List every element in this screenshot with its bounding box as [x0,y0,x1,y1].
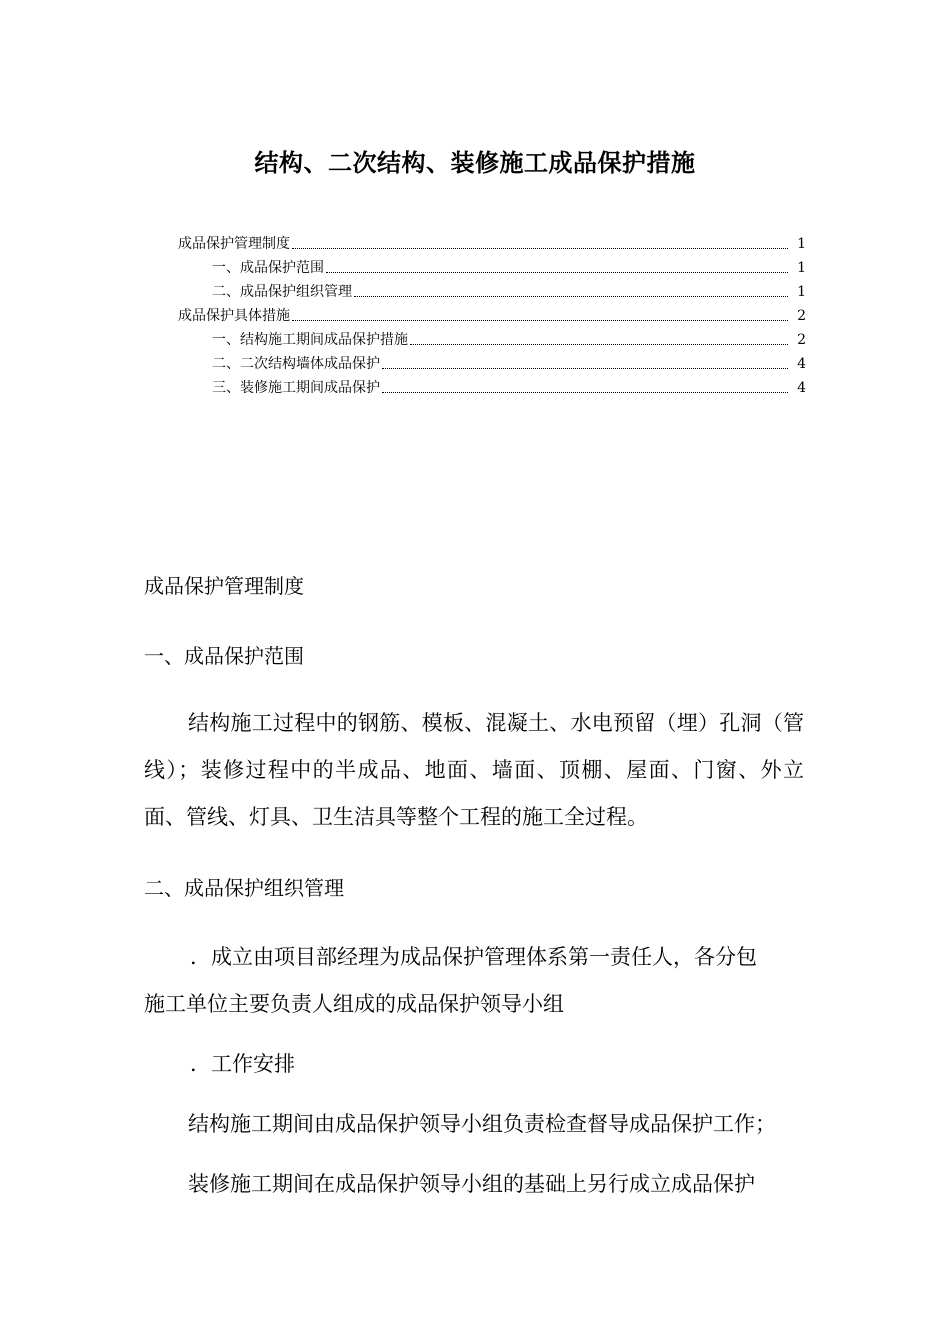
toc-entry[interactable] [178,254,806,278]
toc-page-number: 2 [797,332,806,348]
toc-entry-label: 二、二次结构墙体成品保护 [212,356,380,372]
toc-page-number: 2 [797,308,806,324]
toc-page-number: 4 [797,356,806,372]
toc-leader-dots [382,391,788,393]
toc-page-number: 1 [797,236,806,252]
toc-entry-label: 一、结构施工期间成品保护措施 [212,332,408,348]
list-item-line: 施工单位主要负责人组成的成品保护领导小组 [144,992,564,1016]
toc-entry-label: 成品保护管理制度 [178,236,290,252]
toc-leader-dots [326,271,788,273]
body-line: 结构施工期间由成品保护领导小组负责检查督导成品保护工作； [188,1112,776,1136]
toc-entry[interactable] [178,374,806,398]
toc-entry[interactable] [178,350,806,374]
toc-entry[interactable] [178,326,806,350]
list-item: ．工作安排 [190,1052,295,1076]
subsection-heading: 一、成品保护范围 [144,644,304,668]
toc-page-number: 4 [797,380,806,396]
toc-entry-label: 成品保护具体措施 [178,308,290,324]
body-paragraph: 结构施工过程中的钢筋、模板、混凝土、水电预留（埋）孔洞（管线）；装修过程中的半成品、地面、墙面、顶棚、屋面、门窗、外立面、管线、灯具、卫生洁具等整个工程的施工全过程。 [144,711,804,829]
toc-entry[interactable] [178,278,806,302]
toc-leader-dots [410,343,788,345]
toc-leader-dots [382,367,788,369]
toc-leader-dots [292,247,788,249]
toc-page-number: 1 [797,260,806,276]
toc-page-number: 1 [797,284,806,300]
toc-leader-dots [292,319,788,321]
toc-entry-label: 一、成品保护范围 [212,260,324,276]
toc-entry[interactable] [178,230,806,254]
toc-entry[interactable] [178,302,806,326]
toc-entry-label: 三、装修施工期间成品保护 [212,380,380,396]
list-item-line: ．成立由项目部经理为成品保护管理体系第一责任人，各分包 [190,945,757,969]
body-line: 装修施工期间在成品保护领导小组的基础上另行成立成品保护 [188,1172,755,1196]
subsection-heading: 二、成品保护组织管理 [144,876,344,900]
toc-entry-label: 二、成品保护组织管理 [212,284,352,300]
toc-leader-dots [354,295,788,297]
section-heading: 成品保护管理制度 [144,574,304,598]
document-title: 结构、二次结构、装修施工成品保护措施 [254,149,696,177]
